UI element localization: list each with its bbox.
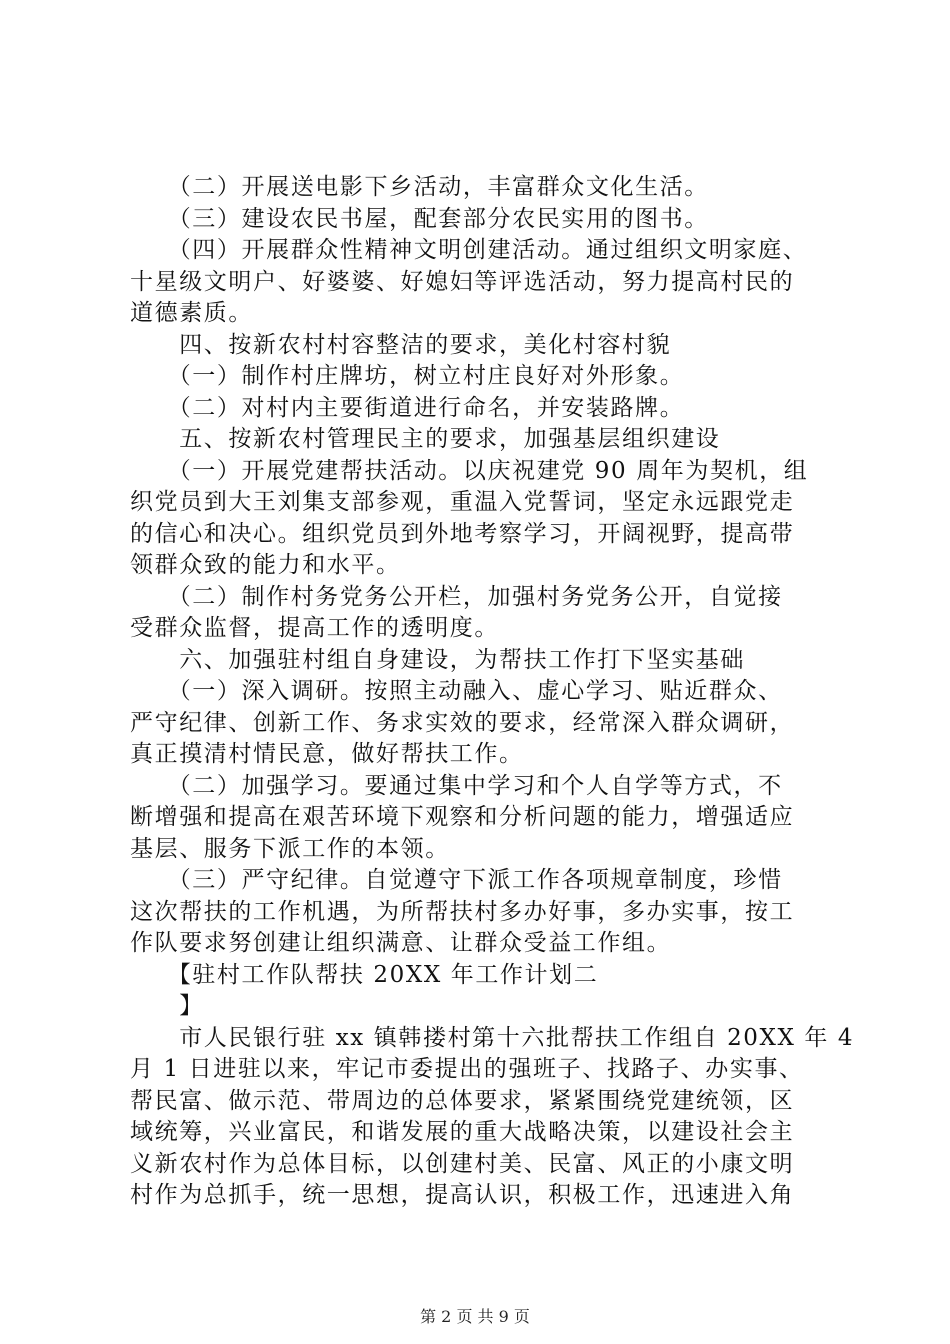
text-line: 严守纪律、创新工作、务求实效的要求，经常深入群众调研， <box>130 709 795 736</box>
text-line: （一）开展党建帮扶活动。以庆祝建党 90 周年为契机，组 <box>130 457 809 484</box>
text-line: 月 1 日进驻以来，牢记市委提出的强班子、找路子、办实事、 <box>130 1056 804 1082</box>
text-line: 十星级文明户、好婆婆、好媳妇等评选活动，努力提高村民的 <box>130 268 795 295</box>
text-line: （二）制作村务党务公开栏，加强村务党务公开，自觉接 <box>130 583 783 610</box>
page-footer: 第 2 页 共 9 页 <box>420 1307 530 1326</box>
text-line: 市人民银行驻 xx 镇韩搂村第十六批帮扶工作组自 20XX 年 4 <box>130 1024 855 1051</box>
text-line: （三）建设农民书屋，配套部分农民实用的图书。 <box>130 205 709 232</box>
text-line: 帮民富、做示范、带周边的总体要求，紧紧围绕党建统领，区 <box>130 1087 795 1114</box>
text-line: （三）严守纪律。自觉遵守下派工作各项规章制度，珍惜 <box>130 867 783 893</box>
text-line: 作队要求努创建让组织满意、让群众受益工作组。 <box>130 930 672 956</box>
text-line: 的信心和决心。组织党员到外地考察学习，开阔视野，提高带 <box>130 520 795 547</box>
text-line: 织党员到大王刘集支部参观，重温入党誓词，坚定永远跟党走 <box>130 489 795 515</box>
text-line: （四）开展群众性精神文明创建活动。通过组织文明家庭、 <box>130 237 808 263</box>
text-line: 四、按新农村村容整洁的要求，美化村容村貌 <box>130 331 672 358</box>
text-line: 五、按新农村管理民主的要求，加强基层组织建设 <box>130 426 721 452</box>
text-line: 受群众监督，提高工作的透明度。 <box>130 615 499 641</box>
text-line: 这次帮扶的工作机遇，为所帮扶村多办好事，多办实事，按工 <box>130 898 795 925</box>
text-line: （二）对村内主要街道进行命名，并安装路牌。 <box>130 394 685 421</box>
text-line: 】 <box>130 993 204 1019</box>
text-line: 基层、服务下派工作的本领。 <box>130 835 450 862</box>
text-line: 域统筹，兴业富民，和谐发展的重大战略决策，以建设社会主 <box>130 1119 795 1145</box>
text-line: （一）制作村庄牌坊，树立村庄良好对外形象。 <box>130 363 685 389</box>
text-line: （二）开展送电影下乡活动，丰富群众文化生活。 <box>130 174 709 200</box>
text-line: 断增强和提高在艰苦环境下观察和分析问题的能力，增强适应 <box>130 804 795 830</box>
text-line: （二）加强学习。要通过集中学习和个人自学等方式，不 <box>130 772 783 799</box>
text-line: 村作为总抓手，统一思想，提高认识，积极工作，迅速进入角 <box>130 1182 795 1208</box>
text-line: 【驻村工作队帮扶 20XX 年工作计划二 <box>130 961 599 988</box>
text-line: 义新农村作为总体目标，以创建村美、民富、风正的小康文明 <box>130 1150 795 1177</box>
text-line: 领群众致的能力和水平。 <box>130 552 401 578</box>
text-line: 六、加强驻村组自身建设，为帮扶工作打下坚实基础 <box>130 646 745 673</box>
document-body <box>130 172 855 1212</box>
text-line: 道德素质。 <box>130 300 253 326</box>
text-line: （一）深入调研。按照主动融入、虚心学习、贴近群众、 <box>130 678 783 704</box>
text-line: 真正摸清村情民意，做好帮扶工作。 <box>130 741 524 767</box>
